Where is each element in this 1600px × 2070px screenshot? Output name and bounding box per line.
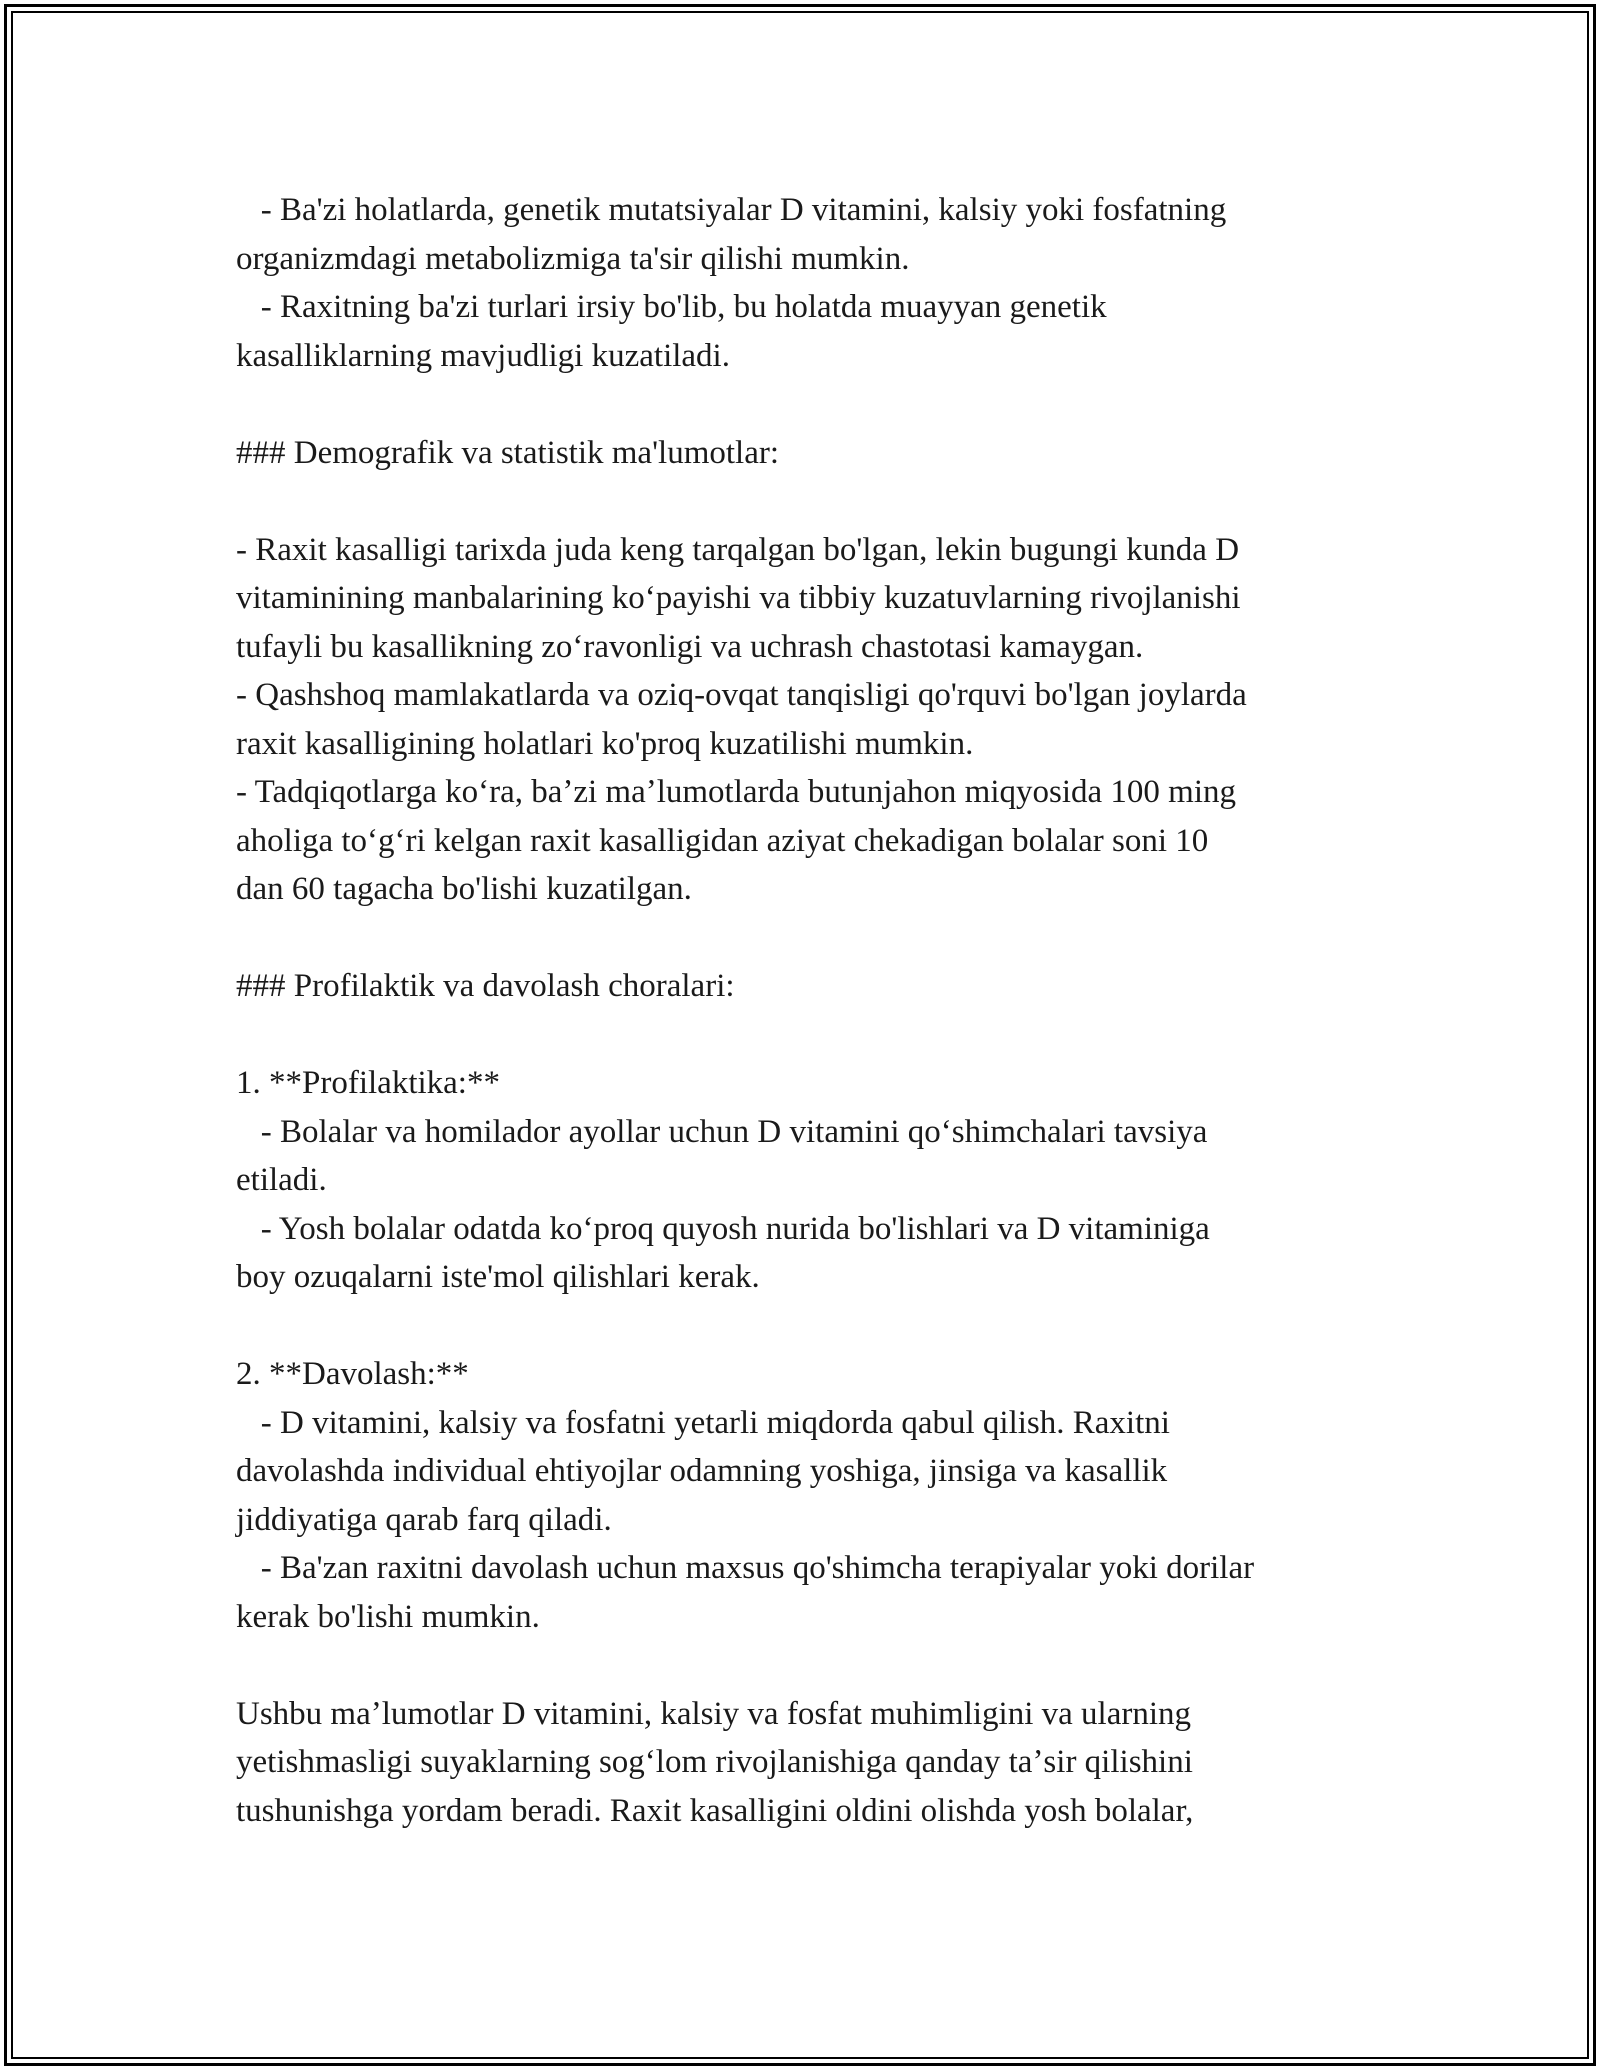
document-body [236, 186, 1376, 1835]
text-line: aholiga toʻgʻri kelgan raxit kasalligidan aziyat chekadigan bolalar soni 10 [236, 822, 1209, 859]
text-line: kasalliklarning mavjudligi kuzatiladi. [236, 337, 730, 374]
text-line: - D vitamini, kalsiy va fosfatni yetarli miqdorda qabul qilish. Raxitni [236, 1404, 1170, 1441]
blank-line [236, 1011, 1376, 1060]
blank-line [236, 1302, 1376, 1351]
text-line: kerak bo'lishi mumkin. [236, 1598, 540, 1635]
text-line: - Ba'zan raxitni davolash uchun maxsus qo'shimcha terapiyalar yoki dorilar [236, 1550, 1255, 1586]
text-line: - Bolalar va homilador ayollar uchun D vitamini qoʻshimchalari tavsiya [236, 1113, 1208, 1150]
text-line: - Raxit kasalligi tarixda juda keng tarqalgan bo'lgan, lekin bugungi kunda D [236, 531, 1240, 568]
text-line: - Qashshoq mamlakatlarda va oziq-ovqat tanqisligi qo'rquvi bo'lgan joylarda [236, 677, 1247, 713]
text-line: raxit kasalligining holatlari ko'proq kuzatilishi mumkin. [236, 725, 974, 762]
text-line: etiladi. [236, 1162, 327, 1198]
blank-line [236, 1641, 1376, 1690]
text-line: jiddiyatiga qarab farq qiladi. [236, 1501, 612, 1538]
text-line: tushunishga yordam beradi. Raxit kasalligini oldini olishda yosh bolalar, [236, 1792, 1194, 1829]
list-item-profilaktika: 1. **Profilaktika:** [236, 1065, 500, 1101]
text-line: boy ozuqalarni iste'mol qilishlari kerak. [236, 1259, 760, 1295]
blank-line [236, 380, 1376, 429]
text-line: - Yosh bolalar odatda koʻproq quyosh nurida bo'lishlari va D vitaminiga [236, 1210, 1210, 1247]
text-line: dan 60 tagacha bo'lishi kuzatilgan. [236, 871, 692, 907]
section-heading-profilaktik: ### Profilaktik va davolash choralari: [236, 968, 735, 1004]
text-line: organizmdagi metabolizmiga ta'sir qilishi mumkin. [236, 240, 910, 277]
section-heading-demografik: ### Demografik va statistik ma'lumotlar: [236, 434, 780, 471]
blank-line [236, 914, 1376, 963]
text-line: tufayli bu kasallikning zoʻravonligi va uchrash chastotasi kamaygan. [236, 628, 1144, 665]
text-line: - Tadqiqotlarga koʻra, baʼzi maʼlumotlarda butunjahon miqyosida 100 ming [236, 774, 1236, 810]
text-line: davolashda individual ehtiyojlar odamning yoshiga, jinsiga va kasallik [236, 1453, 1168, 1489]
list-item-davolash: 2. **Davolash:** [236, 1356, 469, 1392]
text-line: - Raxitning ba'zi turlari irsiy bo'lib, bu holatda muayyan genetik [236, 289, 1107, 325]
text-line: yetishmasligi suyaklarning sogʻlom rivojlanishiga qanday taʼsir qilishini [236, 1744, 1193, 1780]
text-line: Ushbu maʼlumotlar D vitamini, kalsiy va fosfat muhimligini va ularning [236, 1695, 1192, 1732]
text-line: - Ba'zi holatlarda, genetik mutatsiyalar D vitamini, kalsiy yoki fosfatning [236, 192, 1227, 228]
blank-line [236, 477, 1376, 526]
text-line: vitaminining manbalarining koʻpayishi va tibbiy kuzatuvlarning rivojlanishi [236, 580, 1241, 616]
